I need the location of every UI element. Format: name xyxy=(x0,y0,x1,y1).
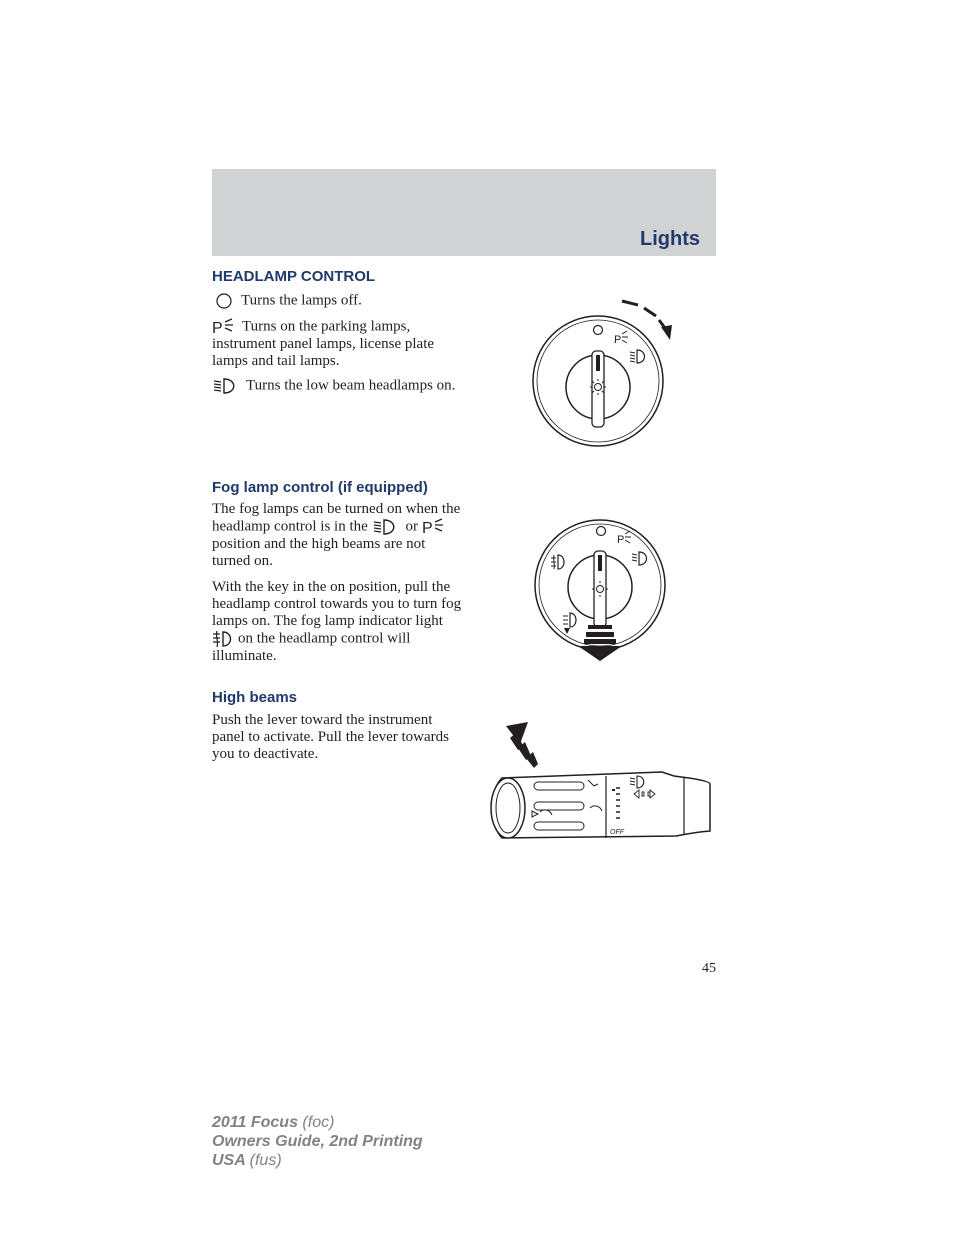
section-header-band xyxy=(212,169,716,256)
footer-market-code: (fus) xyxy=(249,1152,282,1169)
parking-position-item xyxy=(212,318,447,370)
section-title: Lights xyxy=(640,228,700,250)
lowbeam-position-text: Turns the low beam headlamps on. xyxy=(246,377,456,394)
fog-lamp-p1-text-a: The fog lamps can be turned on when the headlamp control is in the xyxy=(212,501,461,535)
footer-market: USA xyxy=(212,1152,246,1169)
headlamp-control-heading: HEADLAMP CONTROL xyxy=(212,268,376,285)
turn-signal-lever-diagram xyxy=(484,718,716,844)
page-number: 45 xyxy=(702,961,716,976)
high-beams-text: Push the lever toward the instrument panel to activate. Pull the lever towards you to deactivate. xyxy=(212,712,450,762)
fog-lamp-switch-diagram xyxy=(520,505,680,665)
footer-line-1 xyxy=(212,1113,423,1132)
fog-lamp-paragraph-2 xyxy=(212,579,462,665)
parking-inline-icon xyxy=(422,518,448,536)
pull-arrow-icon xyxy=(588,625,612,629)
svg-text:P: P xyxy=(421,520,433,536)
lowbeam-position-item xyxy=(212,377,467,395)
rotation-arrow-icon xyxy=(661,325,672,340)
footer-line-3 xyxy=(212,1151,423,1170)
fog-lamp-paragraph-1 xyxy=(212,501,462,570)
off-position-text: Turns the lamps off. xyxy=(241,292,362,309)
fog-lamp-p1-or: or xyxy=(405,518,419,535)
footer-model: 2011 Focus xyxy=(212,1114,298,1131)
lever-off-label: OFF xyxy=(610,829,624,836)
footer-line-2: Owners Guide, 2nd Printing xyxy=(212,1133,423,1150)
headlamp-switch-diagram xyxy=(520,295,680,455)
parking-position-text: Turns on the parking lamps, instrument panel lamps, license plate lamps and tail lamps. xyxy=(212,318,435,369)
off-circle-icon xyxy=(215,292,233,310)
low-beam-inline-icon xyxy=(372,518,398,536)
fog-lamp-heading: Fog lamp control (if equipped) xyxy=(212,479,428,496)
fog-parking-mark-label: P xyxy=(617,534,625,546)
off-position-item xyxy=(212,292,472,310)
footer-model-code: (foc) xyxy=(302,1114,335,1131)
fog-lamp-p1-text-b: position and the high beams are not turned on. xyxy=(212,536,426,569)
parking-lamp-icon xyxy=(212,318,238,336)
fog-lamp-indicator-icon xyxy=(212,630,234,648)
fog-lamp-p2-text-b: on the headlamp control will illuminate. xyxy=(212,630,411,664)
footer xyxy=(212,1113,423,1170)
high-beams-heading: High beams xyxy=(212,689,298,706)
fog-lamp-p2-text-a: With the key in the on position, pull the headlamp control towards you to turn fog lamps on. The fog lamp indicator light xyxy=(212,579,462,629)
parking-mark-label: P xyxy=(614,334,622,346)
low-beam-icon xyxy=(212,377,238,395)
parking-symbol-letter: P xyxy=(212,320,223,336)
